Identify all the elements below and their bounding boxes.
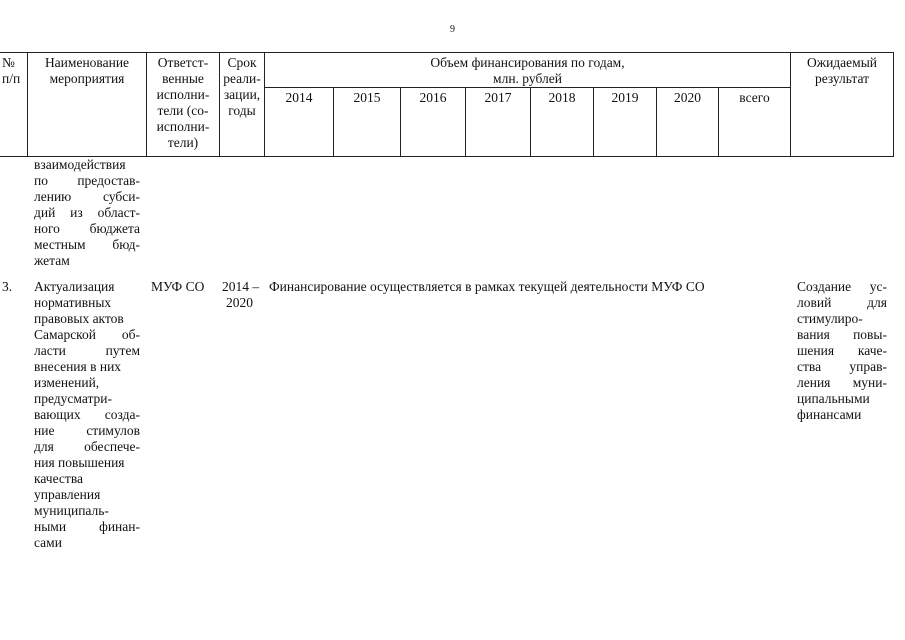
row-result-line: ципальными: [797, 391, 870, 406]
header-result-line: результат: [814, 71, 870, 86]
row-result-line: финансами: [797, 407, 862, 422]
header-year-2017: 2017: [484, 90, 512, 105]
header-num-line: п/п: [2, 71, 21, 86]
page-number: 9: [450, 24, 455, 35]
header-resp-line: тели (со-: [157, 103, 209, 118]
row-name-line: муниципаль-: [34, 503, 109, 518]
header-term-line: Срок: [227, 55, 257, 70]
funding-subheader-border: [264, 87, 790, 88]
continuation-name-line: местным бюд-: [34, 237, 140, 252]
row-name-line: вающих созда-: [34, 407, 140, 422]
row-name-line: управления: [34, 487, 101, 502]
continuation-name-line: дий из област-: [34, 205, 140, 220]
row-name-line: для обеспече-: [34, 439, 140, 454]
row-name-line: ными финан-: [34, 519, 140, 534]
continuation-name-line: лению субси-: [34, 189, 140, 204]
row-result-line: ления муни-: [797, 375, 887, 390]
header-year-2020: 2020: [674, 90, 701, 105]
row-result-line: стимулиро-: [797, 311, 863, 326]
row-name-line: правовых актов: [34, 311, 124, 326]
row-name-line: нормативных: [34, 295, 112, 310]
row-result-line: шения каче-: [797, 343, 887, 358]
header-year-2015: 2015: [353, 90, 381, 105]
continuation-name-line: ного бюджета: [34, 221, 140, 236]
header-term-line: годы: [228, 103, 256, 118]
row-result-line: Создание ус-: [797, 279, 887, 294]
header-top-border: [0, 52, 893, 53]
row-result-line: вания повы-: [797, 327, 887, 342]
row-name-line: предусматри-: [34, 391, 113, 406]
row-name-line: ние стимулов: [34, 423, 140, 438]
header-resp-line: исполни-: [156, 87, 210, 102]
row-name-line: сами: [34, 535, 62, 550]
header-resp-line: исполни-: [156, 119, 210, 134]
header-resp-line: Ответст-: [157, 55, 209, 70]
header-funding-line: Объем финансирования по годам,: [430, 55, 625, 70]
row-name-line: ласти путем: [34, 343, 140, 358]
header-total: всего: [739, 90, 770, 105]
row-term-line: 2020: [226, 295, 253, 310]
continuation-name-line: жетам: [34, 253, 70, 268]
header-term-line: реали-: [223, 71, 261, 86]
col-divider: [893, 52, 894, 157]
row-result-line: ловий для: [797, 295, 887, 310]
row-name-line: ния повышения: [34, 455, 125, 470]
header-year-2018: 2018: [548, 90, 576, 105]
header-term-line: зации,: [223, 87, 261, 102]
row-name-line: Актуализация: [34, 279, 115, 294]
row-name-line: изменений,: [34, 375, 100, 390]
header-resp-line: тели): [167, 135, 199, 150]
row-term-line: 2014 –: [222, 279, 260, 294]
header-num-line: №: [2, 55, 15, 70]
header-result-line: Ожидаемый: [807, 55, 877, 70]
continuation-name-line: по предостав-: [34, 173, 140, 188]
continuation-name-line: взаимодействия: [34, 157, 126, 172]
header-year-2014: 2014: [285, 90, 313, 105]
header-name-line: мероприятия: [49, 71, 125, 86]
row-name-line: Самарской об-: [34, 327, 140, 342]
row-responsible: МУФ СО: [151, 279, 205, 294]
header-resp-line: венные: [162, 71, 204, 86]
header-name-line: Наименование: [44, 55, 130, 70]
row-funding-note: Финансирование осуществляется в рамках текущей деятельности МУФ СО: [269, 279, 705, 294]
header-year-2019: 2019: [611, 90, 639, 105]
header-funding-line: млн. рублей: [493, 71, 562, 86]
header-year-2016: 2016: [419, 90, 447, 105]
row-name-line: качества: [34, 471, 84, 486]
row-number: 3.: [2, 279, 13, 294]
row-result-line: ства управ-: [797, 359, 887, 374]
row-name-line: внесения в них: [34, 359, 122, 374]
